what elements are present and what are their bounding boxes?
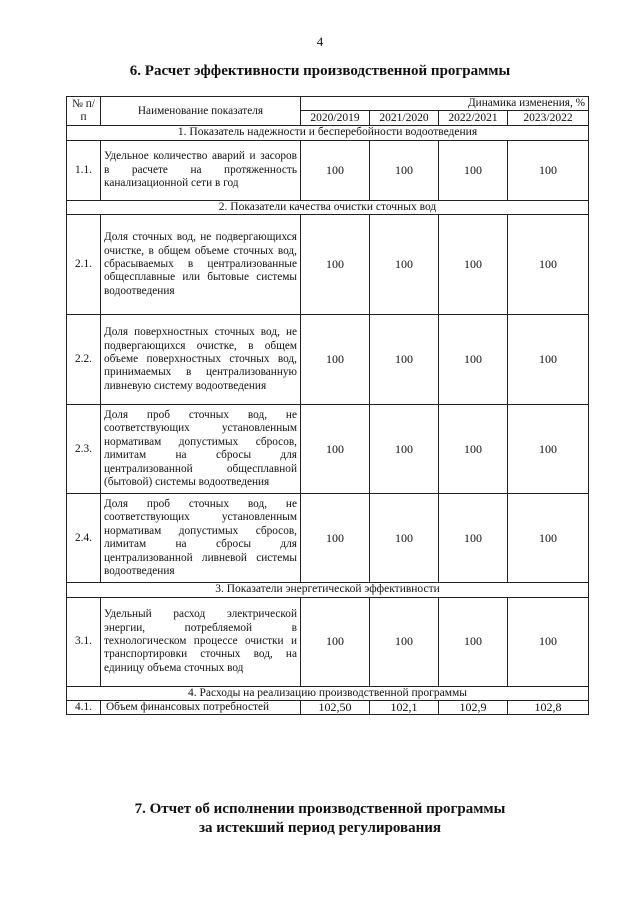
row-value: 100: [508, 315, 589, 405]
table-row: [67, 597, 589, 686]
row-value: 100: [370, 494, 439, 583]
header-number: № п/п: [67, 97, 101, 126]
row-value: 100: [508, 215, 589, 315]
row-value: 100: [301, 494, 370, 583]
section-title: 2. Показатели качества очистки сточных вод: [67, 200, 589, 214]
table-row: [67, 140, 589, 200]
table-row: [67, 315, 589, 405]
row-value: 100: [439, 494, 508, 583]
row-value: 100: [301, 315, 370, 405]
row-value: 100: [301, 215, 370, 315]
row-number: 2.3.: [67, 405, 101, 494]
row-value: 100: [439, 597, 508, 686]
table-row: [67, 215, 589, 315]
section-title: 1. Показатель надежности и бесперебойности водоотведения: [67, 126, 589, 140]
row-name: Доля проб сточных вод, не соответствующих установленным нормативам допустимых сбросов, лимитам на сбросы для централизованной ливневой системы водоотведения: [101, 494, 301, 583]
row-name: Удельный расход электрической энергии, потребляемой в технологическом процессе очистки и транспортировки сточных вод, на единицу объема сточных вод: [101, 597, 301, 686]
row-value: 100: [508, 494, 589, 583]
row-number: 2.2.: [67, 315, 101, 405]
row-value: 100: [370, 405, 439, 494]
row-name: Удельное количество аварий и засоров в расчете на протяженность канализационной сети в год: [101, 140, 301, 200]
section-7-heading-line2: за истекший период регулирования: [198, 820, 442, 836]
header-year: 2023/2022: [508, 111, 589, 126]
row-value: 100: [439, 405, 508, 494]
row-value: 102,9: [439, 701, 508, 715]
row-number: 3.1.: [67, 597, 101, 686]
page-number: 4: [316, 34, 324, 49]
row-value: 102,50: [301, 701, 370, 715]
row-value: 100: [439, 140, 508, 200]
row-name: Объем финансовых потребностей: [101, 701, 301, 715]
row-name: Доля поверхностных сточных вод, не подвергающихся очистке, в общем объеме поверхностных сточных вод, принимаемых в централизованную ливневую систему водоотведения: [101, 315, 301, 405]
header-year: 2020/2019: [301, 111, 370, 126]
row-number: 4.1.: [67, 701, 101, 715]
table-row: [67, 405, 589, 494]
section-title: 3. Показатели энергетической эффективности: [67, 583, 589, 597]
row-value: 100: [370, 315, 439, 405]
header-dynamics: Динамика изменения, %: [301, 97, 589, 111]
row-name: Доля проб сточных вод, не соответствующих установленным нормативам допустимых сбросов, лимитам на сбросы для централизованной общесплавной (бытовой) системы водоотведения: [101, 405, 301, 494]
section-6-heading: 6. Расчет эффективности производственной программы: [129, 63, 511, 79]
row-value: 100: [301, 405, 370, 494]
section-7-heading: [0, 800, 640, 838]
row-number: 2.4.: [67, 494, 101, 583]
table-row: [67, 494, 589, 583]
header-year: 2022/2021: [439, 111, 508, 126]
header-year: 2021/2020: [370, 111, 439, 126]
row-value: 100: [301, 597, 370, 686]
section-7-heading-line1: 7. Отчет об исполнении производственной программы: [134, 801, 506, 817]
header-name: Наименование показателя: [101, 97, 301, 126]
row-value: 102,8: [508, 701, 589, 715]
row-value: 100: [508, 405, 589, 494]
efficiency-table: [66, 96, 589, 715]
row-value: 100: [370, 597, 439, 686]
row-number: 1.1.: [67, 140, 101, 200]
row-value: 100: [508, 597, 589, 686]
row-value: 100: [370, 140, 439, 200]
row-value: 100: [508, 140, 589, 200]
table-row: [67, 701, 589, 715]
row-number: 2.1.: [67, 215, 101, 315]
row-value: 100: [301, 140, 370, 200]
row-value: 102,1: [370, 701, 439, 715]
row-value: 100: [370, 215, 439, 315]
row-value: 100: [439, 315, 508, 405]
row-name: Доля сточных вод, не подвергающихся очистке, в общем объеме сточных вод, сбрасываемых в централизованные общесплавные или бытовые системы водоотведения: [101, 215, 301, 315]
row-value: 100: [439, 215, 508, 315]
section-title: 4. Расходы на реализацию производственной программы: [67, 686, 589, 700]
